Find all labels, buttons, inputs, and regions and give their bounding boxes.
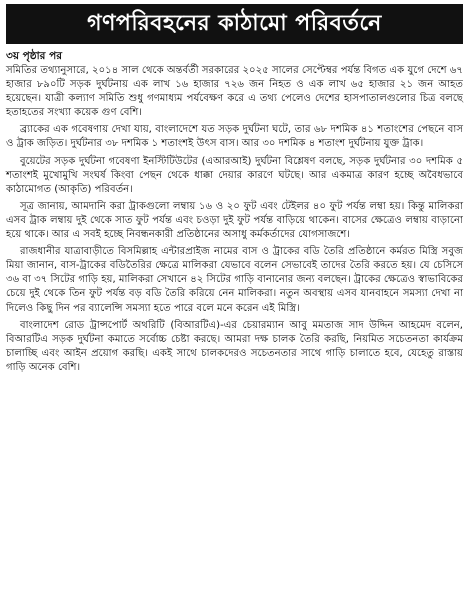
paragraph-3: বুয়েটের সড়ক দুর্ঘটনা গবেষণা ইনস্টিটিউটের (এআরআই) দুর্ঘটনা বিশ্লেষণ বলছে, সড়ক দুর্ঘটনার ৩০ দশমিক ৫ শতাংশই মুখোমুখি সংঘর্ষ কিংবা পেছন থেকে ধাক্কা দেয়ার কারণে ঘটছে। আর একমাত্র কারণ হচ্ছে অবৈধভাবে কাঠামোগত (আকৃতি) পরিবর্তন।: [6, 155, 463, 195]
paragraph-1: সমিতির তথ্যানুসারে, ২০১৪ সাল থেকে অন্তর্বর্তী সরকারের ২০২৫ সালের সেপ্টেম্বর পর্যন্ত বিগত এক যুগে দেশে ৬৭ হাজার ৮৯০টি সড়ক দুর্ঘটনায় এক লাখ ১৬ হাজার ৭২৬ জন নিহত ও এক লাখ ৬৫ হাজার ২১ জন আহত হয়েছেন। যাত্রী কল্যাণ সমিতি শুধু গণমাধ্যম পর্যবেক্ষণ করে এ তথ্য পেলেও দেশের হাসপাতালগুলোর চিত্র বলছে হতাহতের সংখ্যা কয়েক গুণ বেশি।: [6, 65, 463, 119]
headline: গণপরিবহনের কাঠামো পরিবর্তনে: [87, 11, 382, 36]
paragraph-5: রাজধানীর যাত্রাবাড়ীতে বিসমিল্লাহ এন্টারপ্রাইজ নামের বাস ও ট্রাকের বডি তৈরি প্রতিষ্ঠানে কর্মরত মিস্ত্রি সবুজ মিয়া জানান, বাস-ট্রাকের বডিতৈরির ক্ষেত্রে মালিকরা যেভাবে বলেন সেভাবেই তাদের তৈরি করতে হয়। যে চেসিসে ৩৬ বা ৩৭ সিটের গাড়ি হয়, মালিকরা সেখানে ৪২ সিটের গাড়ি বানানোর জন্য বলছেন। ট্রাকের ক্ষেত্রেও স্বাভাবিকের চেয়ে দুই থেকে তিন ফুট পর্যন্ত বড় বডি তৈরি করিয়ে নেন মালিকরা। নতুন অবস্থায় এসব যানবাহনে সমস্যা দেখা না দিলেও কিছু দিন পর ব্যালেন্সি সমস্যা হতে পারে বলে মনে করেন এই মিস্ত্রি।: [6, 246, 463, 314]
paragraph-6: বাংলাদেশ রোড ট্রান্সপোর্ট অথরিটি (বিআরটিএ)-এর চেয়ারম্যান আবু মমতাজ সাদ উদ্দিন আহমেদ বলেন, বিআরটিএ সড়ক দুর্ঘটনা কমাতে সর্বোচ্চ চেষ্টা করছে। আমরা দক্ষ চালক তৈরি করছি, নিয়মিত সচেতনতা কার্যক্রম চালাচ্ছি এবং আইন প্রয়োগ করছি। একই সাথে চালকদেরও সচেতনতার সাথে গাড়ি চালাতে হবে, যেহেতু রাস্তায় গাড়ি অনেক বেশি।: [6, 319, 463, 373]
paragraph-4: সূত্র জানায়, আমদানি করা ট্রাকগুলো লম্বায় ১৬ ও ২০ ফুট এবং টেইলর ৪০ ফুট পর্যন্ত লম্বা হয়। কিন্তু মালিকরা এসব ট্রাক লম্বায় দুই থেকে সাত ফুট পর্যন্ত এবং চওড়া দুই ফুট পর্যন্ত বাড়িয়ে থাকেন। বাসের ক্ষেত্রেও লম্বায় বাড়ানো হয়ে থাকে। আর এ সবই হচ্ছে নিবন্ধনকারী প্রতিষ্ঠানের অসাধু কর্মকর্তাদের যোগসাজশে।: [6, 200, 463, 241]
headline-banner: [6, 4, 463, 44]
article-body: [6, 64, 463, 375]
paragraph-2: ব্র্যাকের এক গবেষণায় দেখা যায়, বাংলাদেশে যত সড়ক দুর্ঘটনা ঘটে, তার ৬৮ দশমিক ৪১ শতাংশের পেছনে বাস ও ট্রাক জড়িত। দুর্ঘটনার ৩৮ দশমিক ১ শতাংশই উৎস বাস। আর ৩০ দশমিক ৪ শতাংশ দুর্ঘটনায় যুক্ত ট্রাক।: [6, 124, 463, 150]
continuation-note: ৩য় পৃষ্ঠার পর: [6, 50, 63, 62]
